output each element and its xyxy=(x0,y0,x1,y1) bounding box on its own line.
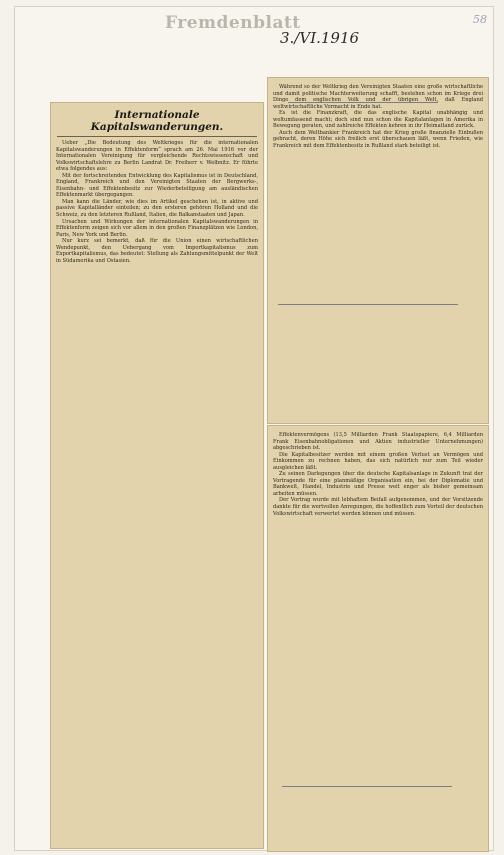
paragraph: Zu seinen Darlegungen über die deutsche Kapitalsanlage in Zukunft trat der Vortragende für eine planmäßige Organisation ein, bei der Diplomatie und Bankwelt, Handel, Industrie und Presse weit enger als bisher gemeinsam arbeiten müssen. xyxy=(273,471,483,497)
article-headline: Internationale Kapitalswanderungen. xyxy=(90,109,224,133)
paragraph: Die Kapitalbesitzer werden mit einem großen Verlust an Vermögen und Einkommen zu rechnen haben, das sich natürlich nur zum Teil wieder ausgleichen läßt. xyxy=(273,451,483,471)
newspaper-masthead: Fremdenblatt xyxy=(165,13,301,33)
clipping-left-column xyxy=(50,102,264,849)
pencil-underline xyxy=(288,102,438,103)
pencil-underline xyxy=(278,304,458,305)
handwritten-date: 3./VI.1916 xyxy=(280,29,360,47)
paragraph: Während so der Weltkrieg den Vereinigten Staaten eine große wirtschaftliche und damit politische Machterweiterung schafft, bestehen schon im Kriege drei Dinge dem englischen Volk und der übrigen Welt, daß England weltwirtschaftliche Vormacht in Ende hat. xyxy=(273,84,483,110)
headline-rule xyxy=(57,136,257,137)
paragraph: Effektenvermögens (13,5 Milliarden Frank Staatspapiere, 6,4 Milliarden Frank Eisenbahnobligationen und Aktien industrieller Unternehmungen) abgeschrieben ist. xyxy=(273,432,483,452)
paragraph: Ueber „Die Bedeutung des Weltkrieges für die internationalen Kapitalswanderungen in Effektenform“ sprach am 26. Mai 1916 vor der Internationalen Vereinigung für vergleichende Rechtswissenschaft und Volkswirtschaftslehre zu Berlin Landrat Dr. Freiherr v. Welbnitz. Er führte etwa folgendes aus: xyxy=(56,140,258,173)
paragraph: Man kann die Länder, wie dies im Artikel geschehen ist, in aktive und passive Kapitalländer einteilen; zu den ersteren gehören Holland und die Schweiz, zu den letzteren Rußland, Italien, die Balkanstaaten und Japan. xyxy=(56,198,258,219)
page-number: 58 xyxy=(473,13,487,26)
paragraph: Nur kurz sei bemerkt, daß für die Union einen wirtschaftlichen Wendepunkt, den Uebergang vom Importkapitalismus zum Exportkapitalismus, das bedeutet: Stellung als Zahlungsmittelpunkt der Welt in Südamerika und Ostasien. xyxy=(56,238,258,264)
paragraph: Der Vortrag wurde mit lebhaftem Beifall aufgenommen, und der Vorsitzende dankte für die wertvollen Anregungen, die hoffentlich zum Vorteil der deutschen Volkswirtschaft verwertet werden können und müssen. xyxy=(273,497,483,517)
archive-page xyxy=(14,6,494,851)
right-bottom-text xyxy=(273,432,483,517)
paragraph: Auch dem Weltbankier Frankreich hat der Krieg große finanzielle Einbußen gebracht, deren Höhe sich freilich erst überschauen läßt, wenn Frieden, wie Frankreich mit dem Effektenbesitz in Rußland stark beteiligt ist. xyxy=(273,129,483,149)
left-column-text xyxy=(56,140,258,264)
paragraph: Ursachen und Wirkungen der internationalen Kapitalswanderungen in Effektenform zeigen sich vor allem in den großen Finanzplätzen wie London, Paris, New York und Berlin. xyxy=(56,218,258,238)
paragraph: Es ist die Finanzkraft, die das englische Kapital unabhängig und weltumfassend macht; doch sind nun schon die Kapitalanlagen in Amerika in Bewegung geraten, und zahlreiche Effekten kehren in ihr Heimatland zurück. xyxy=(273,110,483,130)
page-header xyxy=(15,7,493,47)
pencil-underline xyxy=(282,786,452,787)
clipping-right-bottom xyxy=(267,425,489,852)
right-top-text xyxy=(273,84,483,149)
paragraph: Mit der fortschreitenden Entwicklung des Kapitalismus ist in Deutschland, England, Frankreich und den Vereinigten Staaten der Bergwerks-, Eisenbahn- und Effektenbesitz zur Wiederbeteiligung am ausländischen Effektenmarkt übergegangen. xyxy=(56,172,258,199)
clipping-right-top xyxy=(267,77,489,424)
